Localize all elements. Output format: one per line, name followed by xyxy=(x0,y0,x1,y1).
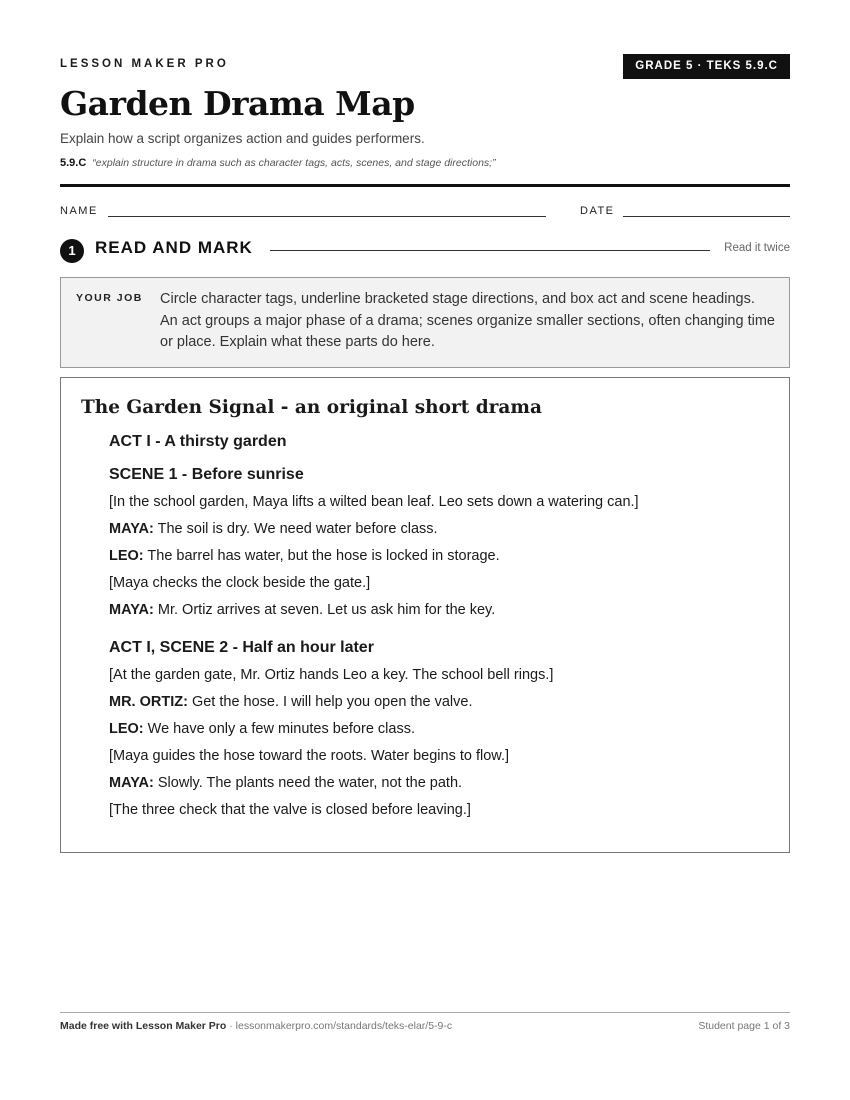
brand-name: LESSON MAKER PRO xyxy=(60,58,229,70)
instructions-label: YOUR JOB xyxy=(76,292,143,304)
dialogue-text: The barrel has water, but the hose is locked in storage. xyxy=(143,548,500,564)
standard-quote: “explain structure in drama such as character tags, acts, scenes, and stage directions;” xyxy=(92,157,496,169)
dialogue-line xyxy=(109,521,438,537)
script-heading: ACT I, SCENE 2 - Half an hour later xyxy=(109,639,374,656)
footer-url[interactable]: · lessonmakerpro.com/standards/teks-elar/5-9-c xyxy=(226,1020,453,1032)
footer-page-number: Student page 1 of 3 xyxy=(698,1020,790,1032)
grade-badge: GRADE 5 · TEKS 5.9.C xyxy=(623,54,790,79)
dialogue-line xyxy=(109,721,415,737)
character-tag: MAYA: xyxy=(109,521,154,537)
stage-direction: [At the garden gate, Mr. Ortiz hands Leo a key. The school bell rings.] xyxy=(109,667,554,683)
dialogue-text: Get the hose. I will help you open the valve. xyxy=(187,694,473,710)
dialogue-text: We have only a few minutes before class. xyxy=(143,721,415,737)
stage-direction: [The three check that the valve is closed before leaving.] xyxy=(109,802,471,818)
script-heading: SCENE 1 - Before sunrise xyxy=(109,466,304,483)
dialogue-text: Mr. Ortiz arrives at seven. Let us ask him for the key. xyxy=(153,602,496,618)
standard-line xyxy=(60,157,496,169)
dialogue-text: Slowly. The plants need the water, not the path. xyxy=(153,775,463,791)
name-label: NAME xyxy=(60,205,98,217)
script-heading: ACT I - A thirsty garden xyxy=(109,433,287,450)
standard-code: 5.9.C xyxy=(60,157,87,169)
dialogue-line xyxy=(109,694,472,710)
section-rule xyxy=(270,250,710,251)
stage-direction: [Maya guides the hose toward the roots. Water begins to flow.] xyxy=(109,748,510,764)
dialogue-line xyxy=(109,602,495,618)
script-title: The Garden Signal - an original short drama xyxy=(81,397,542,418)
character-tag: MAYA: xyxy=(109,602,154,618)
footer-credit xyxy=(60,1020,452,1032)
footer-made-by: Made free with Lesson Maker Pro xyxy=(60,1020,227,1032)
section-title: READ AND MARK xyxy=(95,238,253,257)
section-number-badge: 1 xyxy=(60,239,84,263)
name-field[interactable] xyxy=(108,216,546,217)
character-tag: MR. ORTIZ: xyxy=(109,694,188,710)
character-tag: MAYA: xyxy=(109,775,154,791)
stage-direction: [In the school garden, Maya lifts a wilted bean leaf. Leo sets down a watering can.] xyxy=(109,494,639,510)
character-tag: LEO: xyxy=(109,721,144,737)
dialogue-line xyxy=(109,548,500,564)
footer-divider xyxy=(60,1012,790,1013)
instructions-box xyxy=(60,277,790,368)
dialogue-text: The soil is dry. We need water before class. xyxy=(153,521,438,537)
header-divider xyxy=(60,184,790,187)
section-note: Read it twice xyxy=(724,242,790,254)
page-subtitle: Explain how a script organizes action and guides performers. xyxy=(60,131,425,146)
character-tag: LEO: xyxy=(109,548,144,564)
date-label: DATE xyxy=(580,205,615,217)
date-field[interactable] xyxy=(623,216,790,217)
script-box xyxy=(60,377,790,853)
page-title: Garden Drama Map xyxy=(60,84,415,123)
stage-direction: [Maya checks the clock beside the gate.] xyxy=(109,575,371,591)
worksheet-page xyxy=(60,0,790,1100)
instructions-text: Circle character tags, underline bracketed stage directions, and box act and scene headings. An act groups a major phase of a drama; scenes organize smaller sections, often changing time or place. Explain what these parts do here. xyxy=(160,291,775,350)
dialogue-line xyxy=(109,775,462,791)
